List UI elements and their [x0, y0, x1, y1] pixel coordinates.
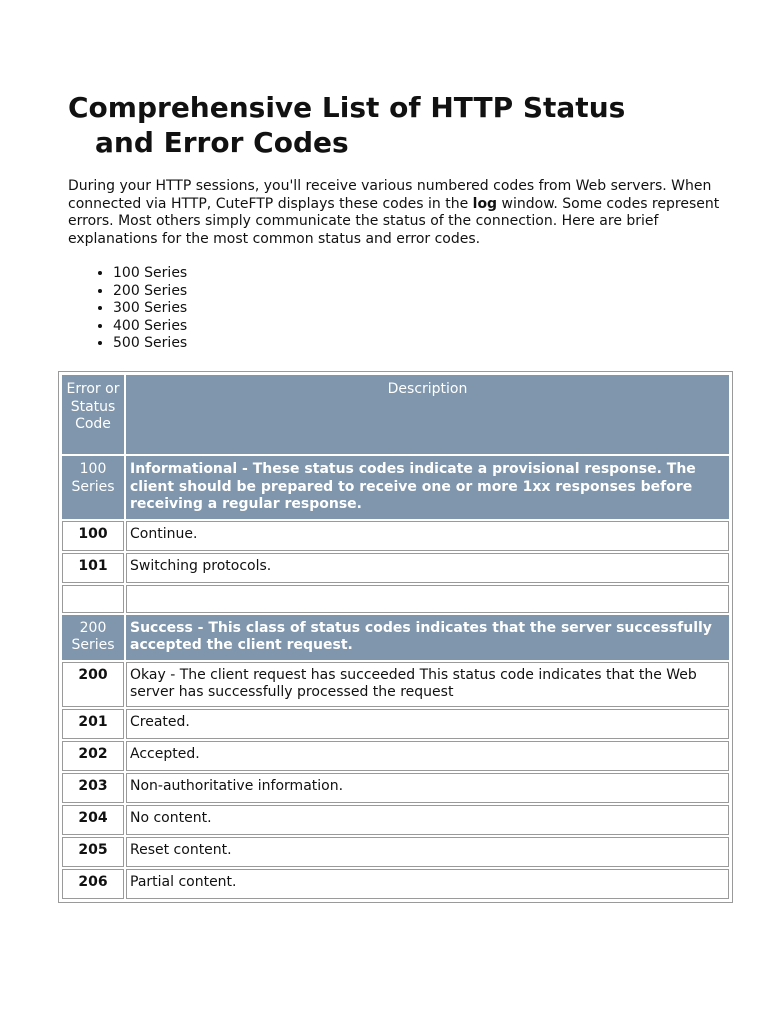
series-list-item[interactable]: • 200 Series [113, 283, 187, 301]
table-header-row [62, 375, 729, 454]
table-row [62, 773, 729, 803]
page-title-line-1: Comprehensive List of HTTP Status [68, 91, 626, 124]
status-code-cell: 202 [62, 741, 124, 771]
series-list-item[interactable]: • 300 Series [113, 300, 187, 318]
table-body [62, 456, 729, 899]
status-code-cell: 203 [62, 773, 124, 803]
table-row [62, 709, 729, 739]
description-cell [126, 585, 729, 613]
intro-text-start: During your HTTP sessions, you'll receive various numbered codes from Web servers. When connected via HTTP, CuteFTP displays these codes in the [68, 178, 712, 212]
series-list-item[interactable]: • 100 Series [113, 265, 187, 283]
status-code-cell: 101 [62, 553, 124, 583]
header-description: Description [126, 375, 729, 454]
series-list [68, 265, 187, 353]
status-codes-table [58, 371, 733, 903]
table-row [62, 741, 729, 771]
description-cell: Reset content. [126, 837, 729, 867]
table-row [62, 521, 729, 551]
status-code-cell: 205 [62, 837, 124, 867]
table-row [62, 869, 729, 899]
status-code-cell: 100 Series [62, 456, 124, 519]
description-cell: No content. [126, 805, 729, 835]
status-code-cell: 206 [62, 869, 124, 899]
status-code-cell [62, 585, 124, 613]
intro-bold-log: log [472, 195, 498, 212]
description-cell: Success - This class of status codes indicates that the server successfully accepted the client request. [126, 615, 729, 660]
intro-paragraph [68, 178, 728, 249]
description-cell: Informational - These status codes indicate a provisional response. The client should be prepared to receive one or more 1xx responses before receiving a regular response. [126, 456, 729, 519]
description-cell: Created. [126, 709, 729, 739]
table-row [62, 553, 729, 583]
status-code-cell: 200 Series [62, 615, 124, 660]
status-code-cell: 200 [62, 662, 124, 707]
status-code-cell: 204 [62, 805, 124, 835]
table-row [62, 662, 729, 707]
series-header-row [62, 615, 729, 660]
page-title [68, 90, 708, 160]
series-list-item[interactable]: • 400 Series [113, 318, 187, 336]
blank-row [62, 585, 729, 613]
series-header-row [62, 456, 729, 519]
series-list-item[interactable]: • 500 Series [113, 335, 187, 353]
description-cell: Continue. [126, 521, 729, 551]
intro-text-end: window. Some codes represent errors. Most others simply communicate the status of the connection. Here are brief explanations for the most common status and error codes. [68, 195, 720, 248]
table-row [62, 837, 729, 867]
description-cell: Non-authoritative information. [126, 773, 729, 803]
description-cell: Okay - The client request has succeeded This status code indicates that the Web server has successfully processed the request [126, 662, 729, 707]
header-code: Error or Status Code [62, 375, 124, 454]
description-cell: Accepted. [126, 741, 729, 771]
table-row [62, 805, 729, 835]
page-title-line-2: and Error Codes [95, 126, 349, 159]
status-code-cell: 201 [62, 709, 124, 739]
description-cell: Partial content. [126, 869, 729, 899]
description-cell: Switching protocols. [126, 553, 729, 583]
status-code-cell: 100 [62, 521, 124, 551]
